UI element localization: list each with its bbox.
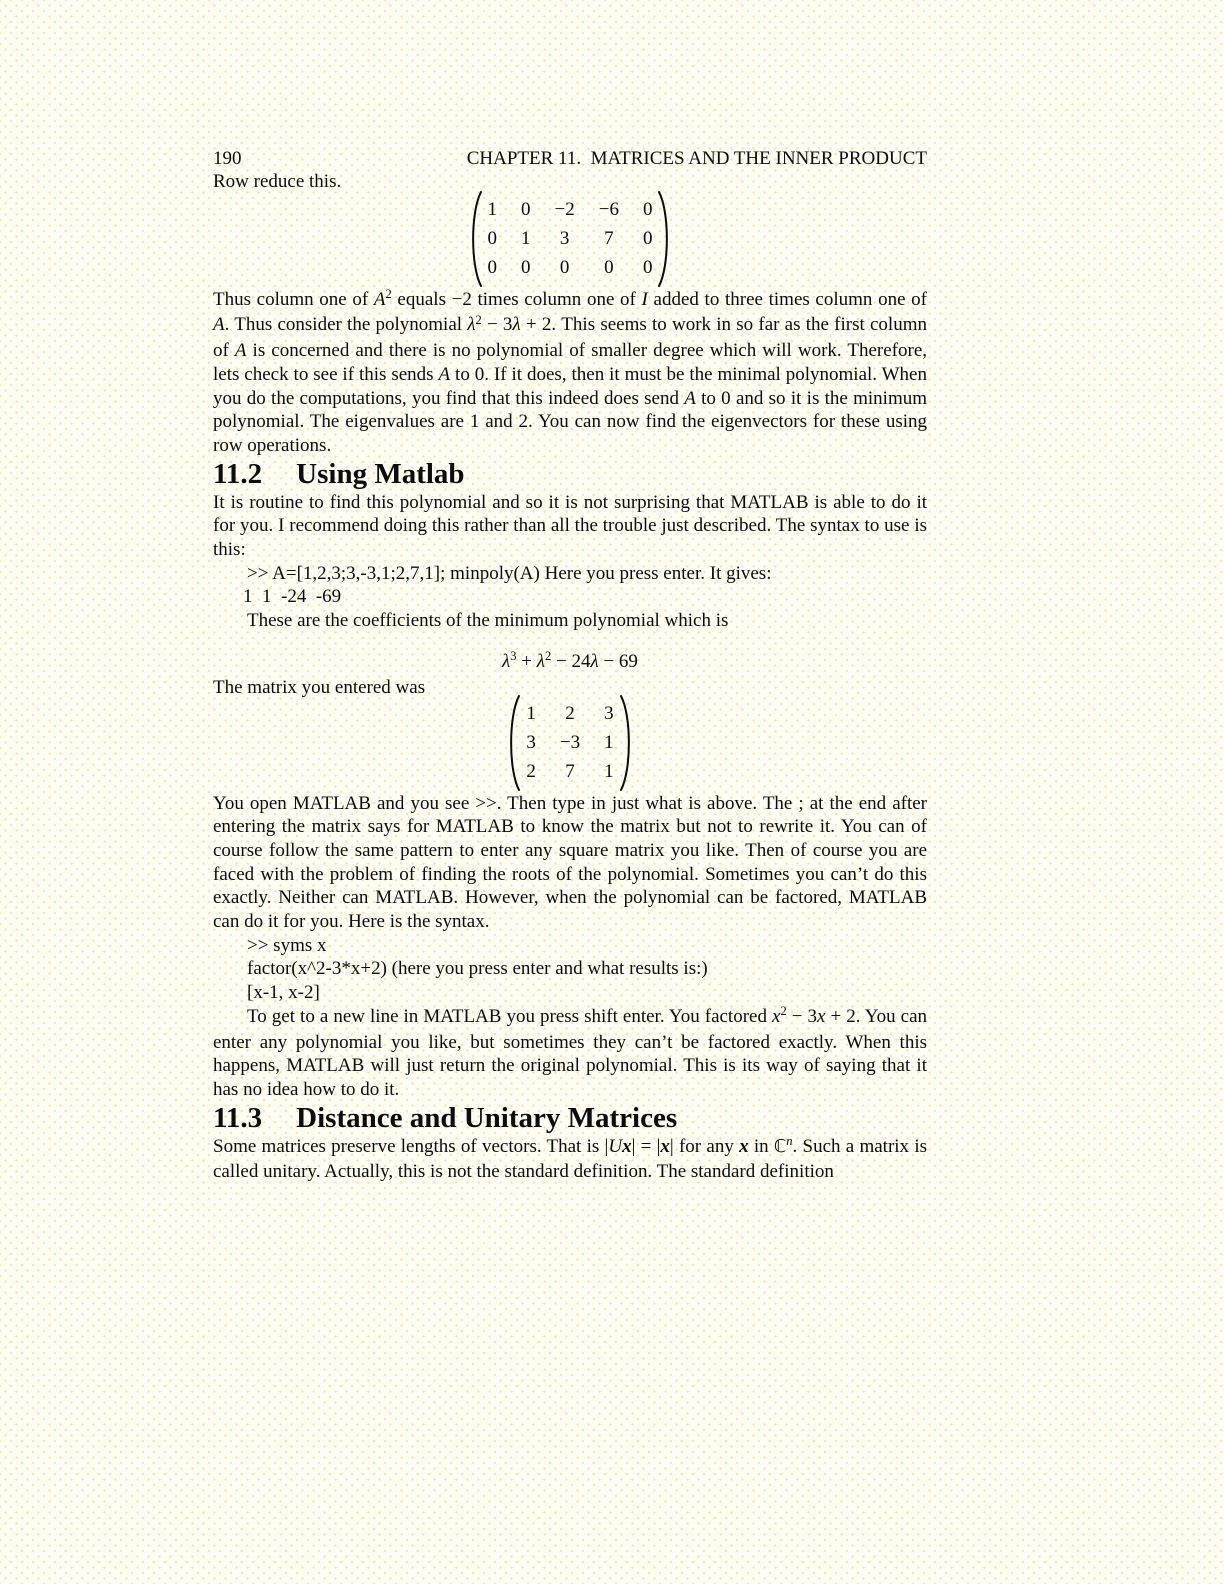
right-paren xyxy=(619,694,635,792)
left-paren xyxy=(467,190,483,288)
section-title: Distance and Unitary Matrices xyxy=(296,1101,678,1134)
matrix-cell: −6 xyxy=(598,198,619,220)
page-number: 190 xyxy=(213,148,242,169)
text-run: ℂ xyxy=(773,1136,787,1157)
text-run: x xyxy=(817,1005,826,1027)
text-run: A xyxy=(684,387,696,409)
matrix-cell: −3 xyxy=(559,731,581,753)
matlab-output-line: 1 1 -24 -69 xyxy=(243,586,342,608)
text-run: − 69 xyxy=(598,650,638,672)
matrix-cell: 1 xyxy=(487,198,498,220)
text-run: λ xyxy=(502,650,511,672)
minimum-polynomial-formula xyxy=(213,649,927,676)
matrix-cell: 0 xyxy=(604,256,614,278)
factor-result-line: [x-1, x-2] xyxy=(247,982,320,1004)
matrix-display-1 xyxy=(213,190,927,288)
text-run: A xyxy=(213,314,225,336)
text-run: . Such a matrix is called unitary. Actually, this is not the standard definition. The standard definition xyxy=(213,1135,927,1183)
paragraph-open-matlab: You open MATLAB and you see >>. Then type in just what is above. The ; at the end after entering the matrix says for MATLAB to know the matrix but not to rewrite it. You can of course follow the same pattern to enter any square matrix you like. Then of course you are faced with the problem of finding the roots of the polynomial. Sometimes you can’t do this exactly. Neither can MATLAB. However, when the polynomial can be factored, MATLAB can do it for you. Here is the syntax. xyxy=(213,792,927,933)
matrix-cell: 2 xyxy=(526,760,536,782)
matrix-cell: 3 xyxy=(604,702,614,724)
matrix-cell: 0 xyxy=(487,256,498,278)
page-header xyxy=(213,148,927,170)
paragraph-unitary xyxy=(213,1135,927,1184)
text-run: λ xyxy=(536,650,545,672)
text-run: + 2. This seems to work in so far as the first column of xyxy=(213,314,927,362)
matrix-cell: 7 xyxy=(604,227,614,249)
matrix-cell: 1 xyxy=(604,731,614,753)
text-run: 2 xyxy=(385,286,392,301)
matrix-cell: 1 xyxy=(526,702,536,724)
text-run: + 2. You can enter any polynomial you like, but sometimes they can’t be factored exactly. When this happens, MATLAB will just return the original polynomial. This is its way of saying that it has no idea how to do it. xyxy=(213,1005,928,1100)
text-run: Some matrices preserve lengths of vectors. That is | xyxy=(213,1135,609,1157)
right-paren xyxy=(657,190,673,288)
text-run: added to three times column one of xyxy=(647,288,927,310)
text-run: x xyxy=(622,1135,632,1157)
row-reduce-line: Row reduce this. xyxy=(213,171,342,192)
text-run: x xyxy=(772,1005,781,1027)
matrix-cell: 0 xyxy=(559,256,570,278)
matrix-cell: 1 xyxy=(604,760,614,782)
matrix-cell: 0 xyxy=(487,227,498,249)
section-heading-11-3 xyxy=(213,1102,927,1135)
section-number: 11.2 xyxy=(213,457,263,490)
text-run: x xyxy=(739,1135,749,1157)
text-run: + xyxy=(516,650,537,672)
text-run: 2 xyxy=(780,1003,787,1018)
syms-command-line: >> syms x xyxy=(247,934,327,956)
paragraph-new-line xyxy=(213,1005,927,1102)
left-paren xyxy=(505,694,521,792)
text-run: 3 xyxy=(510,648,517,663)
text-run: 2 xyxy=(545,648,552,663)
paragraph-minimal-polynomial xyxy=(213,288,927,458)
matrix-cell: 0 xyxy=(521,256,531,278)
matrix-cell: 3 xyxy=(559,227,570,249)
matrix-entered-line: The matrix you entered was xyxy=(213,676,426,698)
text-run: A xyxy=(373,288,386,310)
text-run: λ xyxy=(467,314,476,336)
paragraph-matlab-intro: It is routine to find this polynomial and so it is not surprising that MATLAB is able to do it for you. I recommend doing this rather than all the trouble just described. The syntax to use is this: xyxy=(213,491,927,561)
text-run: To get to a new line in MATLAB you press shift enter. You factored xyxy=(247,1005,773,1027)
matrix-cell: 2 xyxy=(565,702,575,724)
text-run: to 0. If it does, then it must be the minimal polynomial. When you do the computations, you find that this indeed does send xyxy=(213,363,927,409)
section-number: 11.3 xyxy=(213,1101,263,1134)
section-heading-11-2 xyxy=(213,458,927,491)
matrix-cell: −2 xyxy=(554,198,575,220)
matrix-2 xyxy=(505,694,634,792)
matrix-display-2 xyxy=(213,694,927,792)
text-run: A xyxy=(438,363,451,385)
matrix-cell: 0 xyxy=(521,198,531,220)
text-run: A xyxy=(234,340,247,362)
matrix-cell: 0 xyxy=(642,227,653,249)
coefficients-line: These are the coefficients of the minimum polynomial which is xyxy=(247,610,729,632)
text-run: | for any xyxy=(669,1135,740,1157)
matrix-cell: 1 xyxy=(521,227,531,249)
factor-command-line: factor(x^2-3*x+2) (here you press enter and what results is:) xyxy=(247,958,708,980)
text-run: to 0 and so it is the minimum polynomial. The eigenvalues are 1 and 2. You can now find the eigenvectors for these using row operations. xyxy=(213,387,927,456)
text-run: − 3 xyxy=(481,314,513,336)
text-run: n xyxy=(786,1133,793,1148)
text-run: equals −2 times column one of xyxy=(391,288,642,310)
matrix-cell: 7 xyxy=(565,760,575,782)
matrix-cell: 0 xyxy=(642,198,653,220)
running-head: CHAPTER 11. MATRICES AND THE INNER PRODUCT xyxy=(466,148,927,169)
text-run: − 24 xyxy=(551,650,591,672)
text-run: is concerned and there is no polynomial of smaller degree which will work. Therefore, lets check to see if this sends xyxy=(213,340,928,385)
text-run: λ xyxy=(590,650,599,672)
text-run: in xyxy=(748,1135,774,1157)
text-run: − 3 xyxy=(786,1005,817,1027)
matrix-1-grid xyxy=(488,198,653,280)
text-run: Thus column one of xyxy=(213,288,374,310)
text-run: I xyxy=(641,288,648,310)
section-title: Using Matlab xyxy=(296,457,465,490)
matrix-cell: 3 xyxy=(526,731,536,753)
text-run: | = | xyxy=(631,1135,661,1157)
text-run: . Thus consider the polynomial xyxy=(224,314,468,336)
text-column xyxy=(213,0,927,1184)
text-run: U xyxy=(608,1135,623,1157)
matrix-1 xyxy=(467,190,674,288)
text-run: 2 xyxy=(475,312,482,327)
text-run: x xyxy=(660,1135,670,1157)
matrix-2-grid xyxy=(526,702,613,784)
matlab-command-line: >> A=[1,2,3;3,-3,1;2,7,1]; minpoly(A) Here you press enter. It gives: xyxy=(247,562,772,584)
matrix-cell: 0 xyxy=(642,256,653,278)
text-run: λ xyxy=(512,314,521,336)
